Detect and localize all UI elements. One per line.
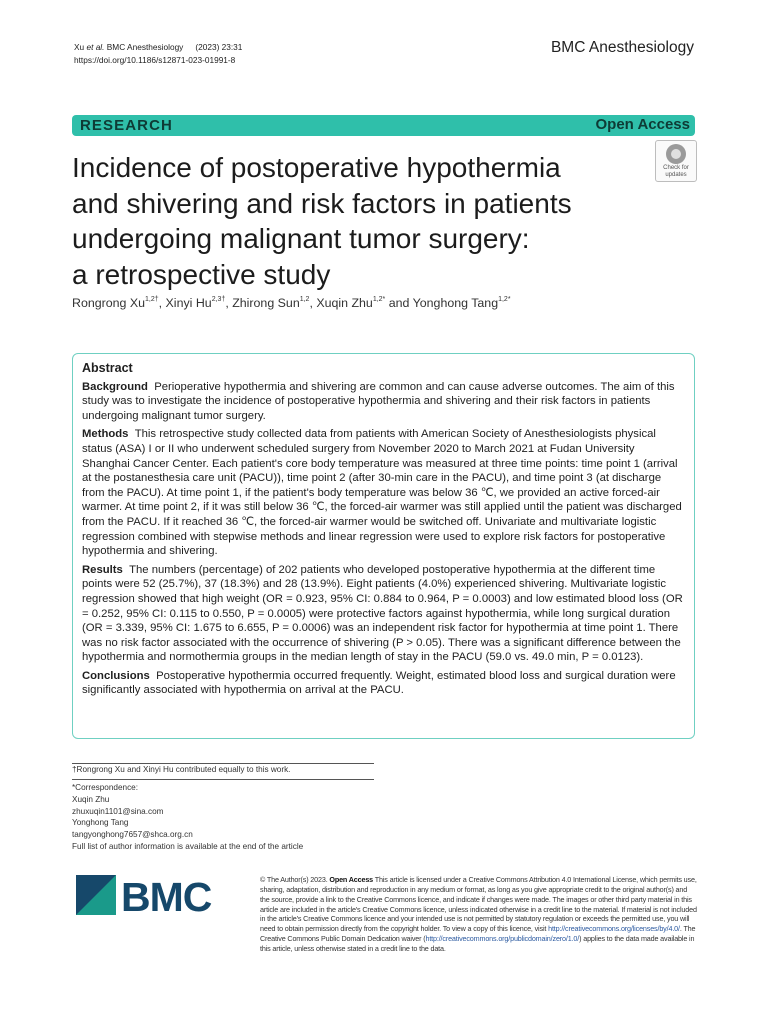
- journal-name: BMC Anesthesiology: [550, 39, 694, 56]
- author-email[interactable]: tangyonghong7657@shca.org.cn: [72, 830, 193, 840]
- bmc-logo: [76, 875, 216, 919]
- title-line: a retrospective study: [72, 258, 331, 290]
- author[interactable]: Xuqin Zhu$^{1,2*}$: [316, 296, 386, 310]
- author-email[interactable]: zhuxuqin1101@sina.com: [72, 806, 164, 816]
- article-category: RESEARCH: [80, 117, 173, 134]
- article-type-banner: [72, 115, 695, 136]
- check-updates-line2: updates: [665, 171, 687, 178]
- author[interactable]: Xinyi $Hu^{2,3\dagger}$: [165, 296, 226, 310]
- public-domain-link[interactable]: http://creativecommons.org/publicdomain/zero/1.0/: [425, 934, 580, 944]
- citation-journal: Xu et al. BMC Anesthesiology: [74, 42, 184, 52]
- title-line: Incidence of postoperative hypothermia: [72, 152, 561, 183]
- doi-link[interactable]: https://doi.org/10.1186/s12871-023-01991-8: [74, 55, 236, 65]
- author-info-note: Full list of author information is available at the end of the article: [72, 841, 304, 851]
- check-updates-icon: [666, 144, 686, 164]
- license-statement: © The Author(s) 2023. Open Access This article is licensed under a Creative Commons Attribution 4.0 International License, which permits use, sharing, adaptation, distribution and reproduction in any medium or format, as long as you give appropriate credit to the original author(s) and the source, provide a link to the Creative Commons licence, and indicate if changes were made. The images or other third party material in this article are included in the article's Creative Commons licence, unless indicated otherwise in a credit line to the material. If material is not included in the article's Creative Commons licence and your intended use is not permitted by statutory regulation or exceeds the permitted use, you will need to obtain permission directly from the copyright holder. To view a copy of this licence, visit http://creativecommons.org/licenses/by/4.0/. The Creative Commons Public Domain Dedication waiver (http://creativecommons.org/publicdomain/zero/1.0/) applies to the data made available in this article, unless otherwise stated in a credit line to the data.: [260, 875, 697, 953]
- equal-contribution-note: †Rongrong Xu and Xinyi Hu contributed equally to this work.: [72, 765, 291, 774]
- citation-year: (2023) 23:31: [195, 42, 243, 52]
- abstract-methods: Methods This retrospective study collected data from patients with American Society of Anesthesiologists physical status (ASA) I or II who underwent scheduled surgery from November 2020 to March 2021 at Fudan University Shanghai Cancer Center. Each patient's core body temperature was measured at three time points: time point 1 (arrival at the postanesthesia care unit (PACU)), time point 2 (after 30-min care in the PACU), and time point 3 (at discharge from the PACU). At time point 1, if the patient's body temperature was below 36 ℃, we provided an active forced-air warmer. At time point 2, if it was still below 36 ℃, the forced-air warmer was still applied until the patient was discharged from the PACU. If it reached 36 ℃, the forced-air warmer would be switched off. Univariate and multivariate logistic regression combined with stepwise methods and linear regression were used to explore risk factors for postoperative hypothermia and shivering.: [82, 428, 682, 558]
- author[interactable]: Yonghong Tang$^{1,2*}$: [412, 296, 511, 310]
- corresponding-author: Yonghong Tang: [72, 818, 129, 828]
- abstract-box: [72, 353, 695, 739]
- title-line: undergoing malignant tumor surgery:: [72, 223, 530, 254]
- citation-line: [74, 41, 242, 54]
- abstract-results: Results The numbers (percentage) of 202 patients who developed postoperative hypothermia at the different time points were 52 (25.7%), 37 (18.3%) and 28 (13.9%). Eight patients (4.0%) experienced shivering. Multivariate logistic regression showed that high weight (OR = 0.923, 95% CI: 0.884 to 0.964, P = 0.0003) and low estimated blood loss (OR = 0.252, 95% CI: 0.115 to 0.550, P = 0.0005) were protective factors against hypothermia, while long surgical duration (OR = 3.339, 95% CI: 1.675 to 6.655, P = 0.0006) was an independent risk factor for hypothermia at time point 1. There was no risk factor associated with the occurrence of shivering (P > 0.05). There was a significant difference between the hypothermia and normothermia groups in the median length of stay in the PACU (59.0 vs. 49.0 min, P = 0.0123).: [82, 563, 683, 664]
- author[interactable]: Zhirong Sun$^{1,2}$: [232, 296, 310, 310]
- bmc-logo-mark-icon: [76, 875, 116, 915]
- article-title: [72, 150, 632, 292]
- bmc-logo-word: BMC: [121, 874, 212, 920]
- check-updates-line1: Check for: [663, 165, 689, 171]
- correspondence-block: [72, 782, 303, 853]
- abstract-background: Background Perioperative hypothermia and shivering are common and can cause adverse outcomes. The aim of this study was to investigate the incidence of postoperative hypothermia and shivering and their risk factors in patients undergoing malignant tumor surgery.: [82, 380, 675, 422]
- corresponding-author: Xuqin Zhu: [72, 794, 110, 804]
- author-list: Rongrong $Xu^{1,2\dagger}$, Xinyi $Hu^{2,3\dagger}$, Zhirong Sun$^{1,2}$, Xuqin Zhu$^{1,2*}$ and Yonghong Tang$^{1,2*}$: [72, 296, 511, 310]
- license-link[interactable]: http://creativecommons.org/licenses/by/4.0/: [548, 924, 680, 934]
- running-header: [74, 41, 242, 67]
- abstract-conclusions: Conclusions Postoperative hypothermia occurred frequently. Weight, estimated blood loss and surgical duration were significantly associated with hypothermia on arrival at the PACU.: [82, 669, 676, 697]
- open-access-label: Open Access: [595, 116, 690, 133]
- author[interactable]: Rongrong $Xu^{1,2\dagger}$: [72, 296, 159, 310]
- title-line: and shivering and risk factors in patients: [72, 187, 572, 219]
- check-for-updates-badge[interactable]: [655, 140, 697, 182]
- footnote-divider: [72, 779, 374, 780]
- correspondence-label: *Correspondence:: [72, 783, 138, 792]
- abstract-heading: Abstract: [82, 361, 133, 375]
